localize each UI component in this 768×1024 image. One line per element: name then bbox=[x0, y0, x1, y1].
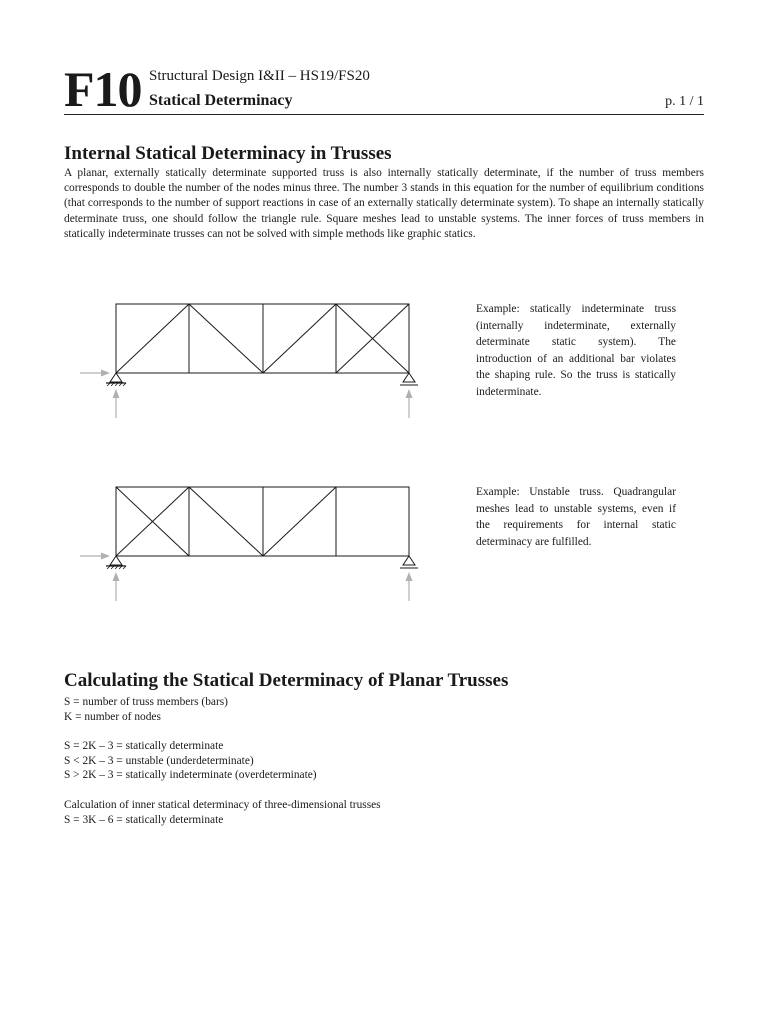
truss-diagram-indeterminate bbox=[60, 296, 440, 420]
definition-s: S = number of truss members (bars) bbox=[64, 696, 228, 708]
spatial-intro: Calculation of inner statical determinacy of three-dimensional trusses bbox=[64, 798, 381, 811]
intro-paragraph: A planar, externally statically determinate supported truss is also internally statically determinate, if the number of truss members corresponds to double the number of the nodes minus three. The number 3 stands in this equation for the number of equilibrium conditions (that corresponds to the number of support reactions in case of an externally statically determinate system). To shape an internally statically determinate truss, one should follow the triangle rule. Square meshes lead to unstable systems. The inner forces of truss members in statically indeterminate trusses can not be solved with simple methods like graphic statics. bbox=[64, 167, 704, 240]
rule-unstable: S < 2K – 3 = unstable (underdeterminate) bbox=[64, 754, 254, 767]
rule-determinate: S = 2K – 3 = statically determinate bbox=[64, 740, 224, 753]
course-title: Structural Design I&II – HS19/FS20 bbox=[149, 68, 370, 84]
sheet-code: F10 bbox=[64, 61, 142, 117]
roller-support-icon bbox=[400, 373, 418, 385]
reaction-arrows bbox=[80, 553, 413, 602]
pinned-support-icon bbox=[106, 556, 126, 569]
figure-1-caption: Example: statically indeterminate truss (internally indeterminate, externally determinate static system). The introduction of an additional bar violates the shaping rule. So the truss is statically indeterminate. bbox=[476, 303, 676, 398]
truss-diagram-unstable bbox=[60, 479, 440, 603]
header-rule bbox=[64, 114, 704, 115]
formula-list bbox=[64, 695, 381, 827]
figure-2-caption: Example: Unstable truss. Quadrangular meshes lead to unstable systems, even if the requirements for internal static determinacy are fulfilled. bbox=[476, 486, 676, 548]
rule-indeterminate: S > 2K – 3 = statically indeterminate (overdeterminate) bbox=[64, 769, 317, 782]
spatial-rule: S = 3K – 6 = statically determinate bbox=[64, 813, 224, 826]
definition-k: K = number of nodes bbox=[64, 710, 161, 723]
section-title-internal-determinacy: Internal Statical Determinacy in Trusses bbox=[64, 143, 392, 164]
roller-support-icon bbox=[400, 556, 418, 568]
reaction-arrows bbox=[80, 370, 413, 419]
page-header bbox=[64, 62, 704, 116]
page-number: p. 1 / 1 bbox=[665, 94, 704, 109]
section-title-planar-trusses: Calculating the Statical Determinacy of Planar Trusses bbox=[64, 670, 509, 691]
sheet-topic: Statical Determinacy bbox=[149, 92, 293, 109]
pinned-support-icon bbox=[106, 373, 126, 386]
